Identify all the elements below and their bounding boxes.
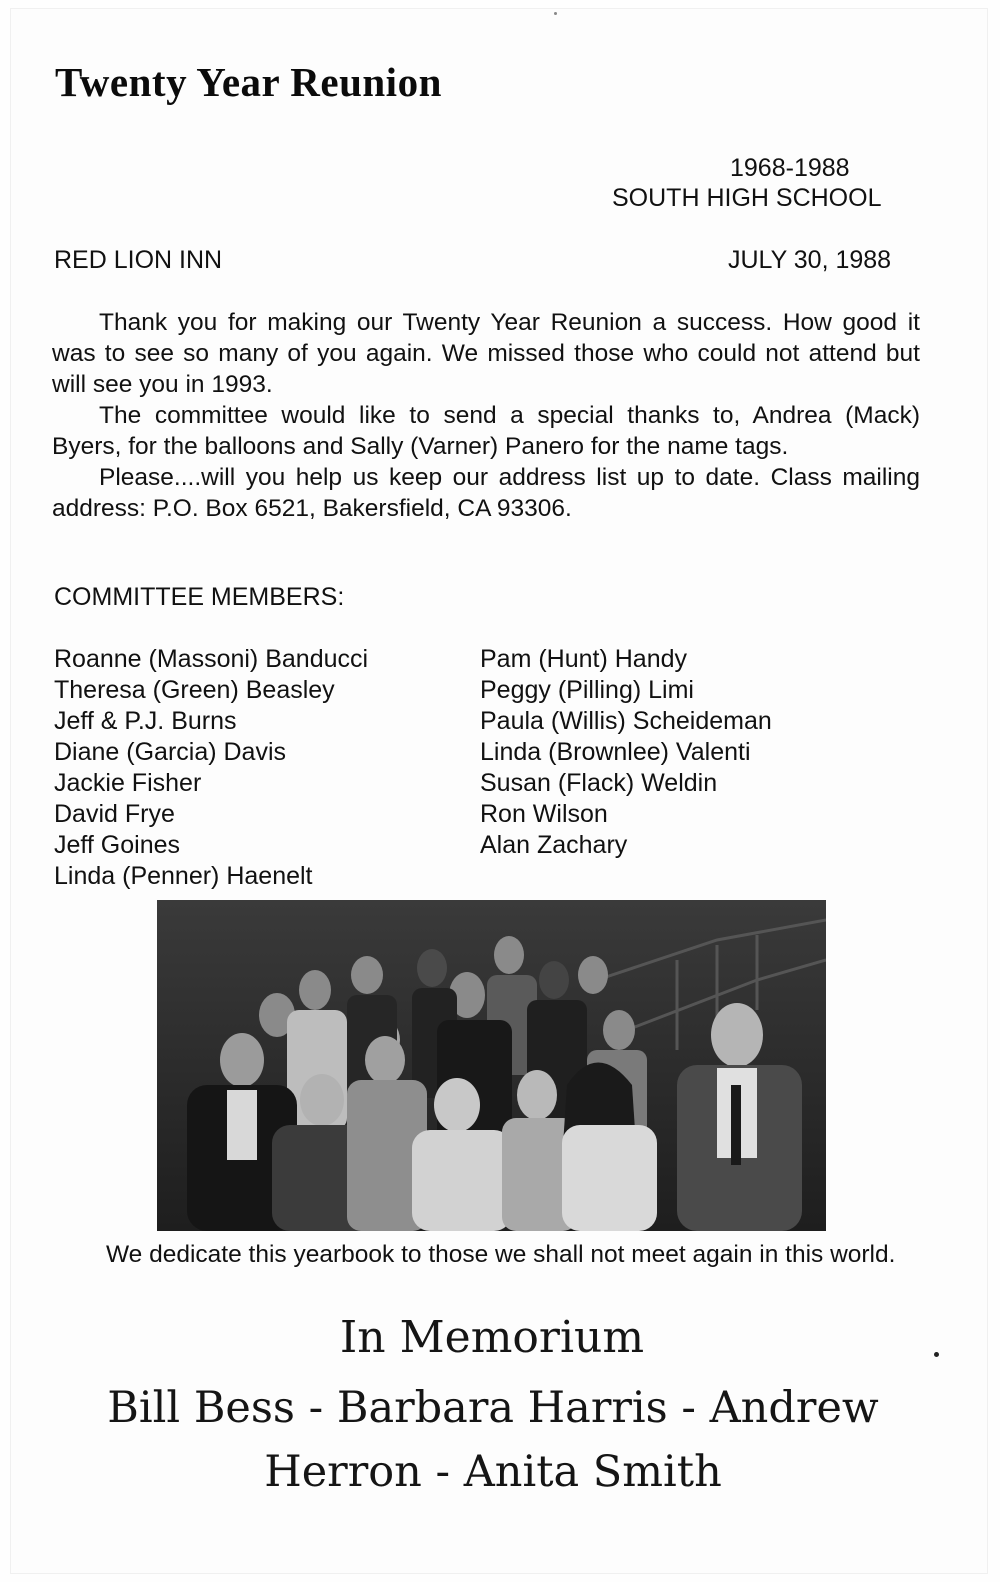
- committee-member: Diane (Garcia) Davis: [54, 738, 287, 766]
- thank-you-letter: [52, 307, 920, 524]
- committee-member: David Frye: [54, 800, 175, 828]
- committee-member: Jackie Fisher: [54, 769, 202, 797]
- paragraph: The committee would like to send a special thanks to, Andrea (Mack) Byers, for the balloons and Sally (Varner) Panero for the name tags.: [52, 402, 920, 460]
- committee-member: Linda (Penner) Haenelt: [54, 862, 313, 890]
- committee-member: Jeff & P.J. Burns: [54, 707, 237, 735]
- committee-member: Theresa (Green) Beasley: [54, 676, 335, 704]
- memorium-title: In Memorium: [339, 1312, 645, 1363]
- group-photo-illustration: [157, 900, 826, 1231]
- committee-list-left: [54, 644, 368, 892]
- dedication: [60, 1240, 930, 1269]
- committee-member: Peggy (Pilling) Limi: [480, 676, 694, 704]
- committee-heading: COMMITTEE MEMBERS:: [54, 583, 345, 611]
- committee-member: Jeff Goines: [54, 831, 181, 859]
- memorium-line: Herron - Anita Smith: [264, 1447, 722, 1497]
- committee-member: Paula (Willis) Scheideman: [480, 707, 772, 735]
- committee-list-right: [480, 644, 772, 861]
- memorium-names: [58, 1376, 928, 1504]
- stray-dot: [934, 1352, 939, 1357]
- memorium-line: Bill Bess - Barbara Harris - Andrew: [107, 1383, 879, 1433]
- venue: RED LION INN: [54, 246, 223, 274]
- paragraph: Please....will you help us keep our address list up to date. Class mailing address: P.O. Box 6521, Bakersfield, CA 93306.: [52, 464, 920, 522]
- dedication-text: We dedicate this yearbook to those we shall not meet again in this world.: [106, 1241, 896, 1268]
- class-years: 1968-1988: [730, 154, 850, 182]
- committee-member: Ron Wilson: [480, 800, 608, 828]
- paper-speck: [554, 12, 557, 15]
- event-date: JULY 30, 1988: [728, 246, 892, 274]
- committee-member: Susan (Flack) Weldin: [480, 769, 718, 797]
- group-photo: [157, 900, 826, 1231]
- committee-member: Pam (Hunt) Handy: [480, 645, 688, 673]
- committee-member: Alan Zachary: [480, 831, 628, 859]
- page-title: Twenty Year Reunion: [55, 59, 442, 105]
- school-name: SOUTH HIGH SCHOOL: [612, 184, 882, 212]
- committee-member: Roanne (Massoni) Banducci: [54, 645, 369, 673]
- committee-member: Linda (Brownlee) Valenti: [480, 738, 751, 766]
- paragraph: Thank you for making our Twenty Year Reunion a success. How good it was to see so many of you again. We missed those who could not attend but will see you in 1993.: [52, 309, 920, 398]
